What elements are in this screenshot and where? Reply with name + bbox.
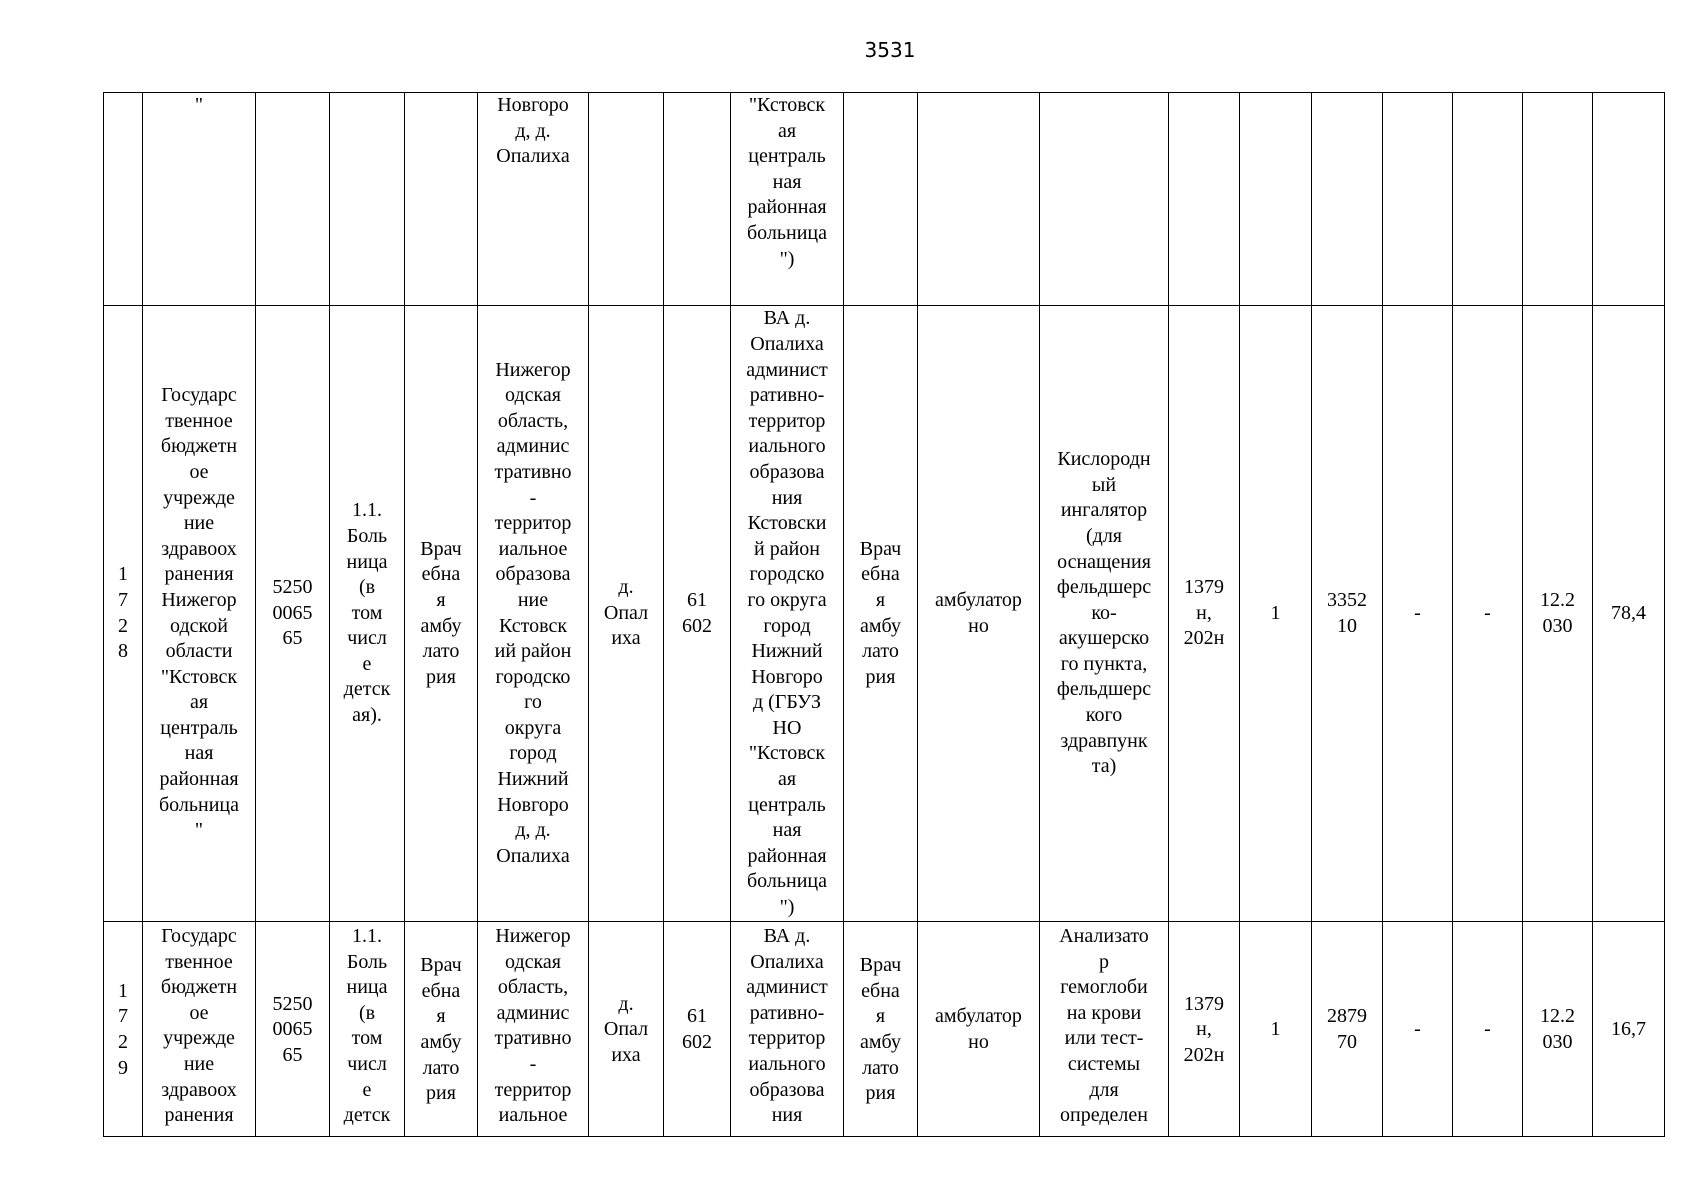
cell-facility: ВА д. Опалиха админист ративно- территор иального образова ния Кстовски й район городско го округа город Нижний Новгоро д (ГБУЗ НО "Кстовск ая централь ная районная больница ")	[731, 306, 844, 922]
cell-division-2	[844, 93, 918, 306]
cell-price	[1312, 93, 1383, 306]
cell-date: 12.2 030	[1523, 922, 1593, 1137]
cell-division	[405, 93, 478, 306]
cell-address: Новгоро д, д. Опалиха	[478, 93, 589, 306]
cell-wear: 78,4	[1593, 306, 1665, 922]
cell-oktmo: 61 602	[664, 922, 731, 1137]
cell-division-2: Врач ебна я амбу лато рия	[844, 306, 918, 922]
cell-num	[104, 93, 143, 306]
cell-date	[1523, 93, 1593, 306]
cell-organization: "	[143, 93, 256, 306]
cell-facility-type	[330, 93, 405, 306]
cell-wear	[1593, 93, 1665, 306]
cell-num: 1 7 2 8	[104, 306, 143, 922]
cell-wear: 16,7	[1593, 922, 1665, 1137]
cell-col16: -	[1453, 306, 1523, 922]
page-number: 3531	[864, 38, 916, 62]
cell-settlement: д. Опал иха	[589, 306, 664, 922]
cell-settlement: д. Опал иха	[589, 922, 664, 1137]
cell-address: Нижегор одская область, админис тративно - территор иальное образова ние Кстовск ий район городско го округа город Нижний Новгоро д, д. Опалиха	[478, 306, 589, 922]
cell-inn: 5250 0065 65	[256, 922, 330, 1137]
cell-facility: "Кстовск ая централь ная районная больница ")	[731, 93, 844, 306]
cell-division-2: Врач ебна я амбу лато рия	[844, 922, 918, 1137]
cell-order: 1379 н, 202н	[1169, 306, 1240, 922]
cell-division: Врач ебна я амбу лато рия	[405, 306, 478, 922]
cell-num: 1 7 2 9	[104, 922, 143, 1137]
cell-quantity: 1	[1240, 306, 1312, 922]
cell-settlement	[589, 93, 664, 306]
table-row-continuation	[104, 93, 1665, 306]
cell-facility-type: 1.1. Боль ница (в том числ е детск ая).	[330, 306, 405, 922]
cell-address: Нижегор одская область, админис тративно - территор иальное	[478, 922, 589, 1137]
cell-inn	[256, 93, 330, 306]
equipment-table	[103, 92, 1665, 1137]
cell-oktmo	[664, 93, 731, 306]
cell-equipment: Кислородн ый ингалятор (для оснащения фельдшерс ко- акушерско го пункта, фельдшерс кого здравпунк та)	[1040, 306, 1169, 922]
cell-division: Врач ебна я амбу лато рия	[405, 922, 478, 1137]
table-row-1728	[104, 306, 1665, 922]
cell-quantity: 1	[1240, 922, 1312, 1137]
cell-facility-type: 1.1. Боль ница (в том числ е детск	[330, 922, 405, 1137]
cell-inn: 5250 0065 65	[256, 306, 330, 922]
cell-col16	[1453, 93, 1523, 306]
cell-col15: -	[1383, 306, 1453, 922]
cell-oktmo: 61 602	[664, 306, 731, 922]
cell-organization: Государс твенное бюджетн ое учрежде ние здравоох ранения Нижегор одской области "Кстовск ая централь ная районная больница "	[143, 306, 256, 922]
cell-facility: ВА д. Опалиха админист ративно- территор иального образова ния	[731, 922, 844, 1137]
cell-quantity	[1240, 93, 1312, 306]
cell-care-form: амбулатор но	[918, 922, 1040, 1137]
cell-care-form: амбулатор но	[918, 306, 1040, 922]
cell-care-form	[918, 93, 1040, 306]
cell-price: 3352 10	[1312, 306, 1383, 922]
cell-equipment: Анализато р гемоглоби на крови или тест- системы для определен	[1040, 922, 1169, 1137]
table-row-1729	[104, 922, 1665, 1137]
cell-date: 12.2 030	[1523, 306, 1593, 922]
cell-col15: -	[1383, 922, 1453, 1137]
cell-equipment	[1040, 93, 1169, 306]
cell-col15	[1383, 93, 1453, 306]
cell-organization: Государс твенное бюджетн ое учрежде ние здравоох ранения	[143, 922, 256, 1137]
cell-col16: -	[1453, 922, 1523, 1137]
cell-order: 1379 н, 202н	[1169, 922, 1240, 1137]
cell-price: 2879 70	[1312, 922, 1383, 1137]
cell-order	[1169, 93, 1240, 306]
